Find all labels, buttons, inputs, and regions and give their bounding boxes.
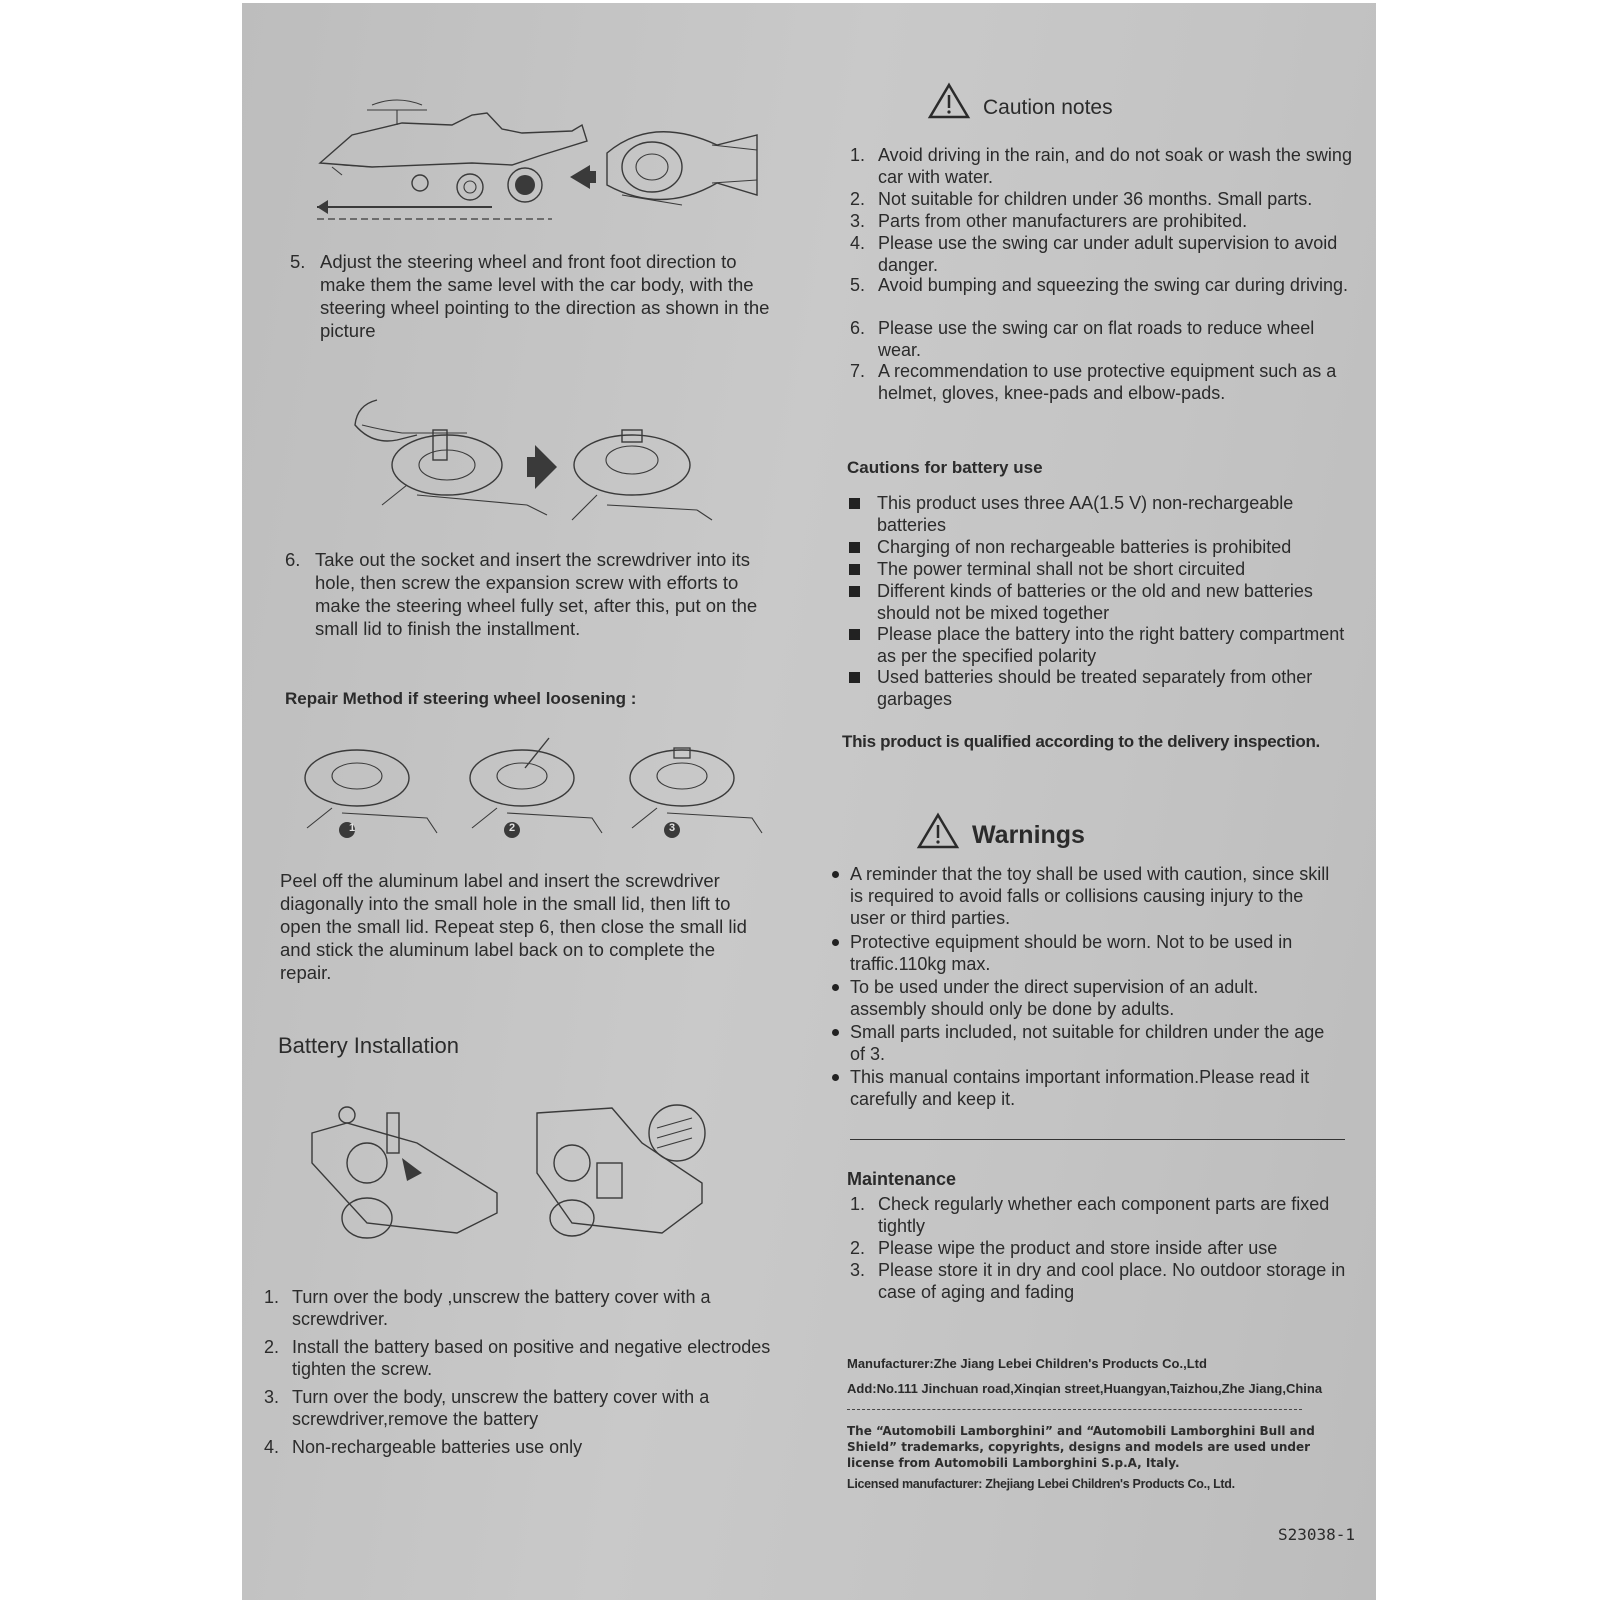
step-5 xyxy=(290,250,780,345)
repair-step-3-label: 3 xyxy=(668,822,676,834)
repair-wheel-2-illustration xyxy=(467,738,617,838)
qualified-statement: This product is qualified according to the delivery inspection. xyxy=(842,732,1320,751)
step-6-number: 6. xyxy=(285,549,301,570)
dashed-divider xyxy=(847,1409,1302,1410)
manufacturer: Manufacturer:Zhe Jiang Lebei Children's Products Co.,Ltd xyxy=(847,1356,1207,1371)
caution-notes-title: Caution notes xyxy=(983,96,1113,119)
warnings-title: Warnings xyxy=(972,821,1085,849)
repair-instructions: Peel off the aluminum label and insert the screwdriver diagonally into the small hole in the small lid, then lift to open the small lid. Repeat step 6, then close the small lid and stick the aluminum label back on to complete the repair. xyxy=(280,870,747,983)
divider xyxy=(850,1139,1345,1140)
battery-install-steps: 1. Turn over the body ,unscrew the battery cover with a screwdriver. 2. Install the battery based on positive and negative electrodes tighten the screw. 3. Turn over the body, unscrew the battery cover with a screwdriver,remove the battery 4. Non-rechargeable batteries use only xyxy=(264,1287,771,1457)
step-5-text: Adjust the steering wheel and front foot direction to make them the same level with the car body, with the steering wheel pointing to the direction as shown in the picture xyxy=(320,251,770,341)
maintenance-title: Maintenance xyxy=(847,1169,957,1189)
step-6-text: Take out the socket and insert the screwdriver into its hole, then screw the expansion screw with efforts to make the steering wheel fully set, after this, put on the small lid to finish the installment. xyxy=(315,549,758,639)
document-code: S23038-1 xyxy=(1278,1525,1356,1544)
caution-notes-list: 1. Avoid driving in the rain, and do not soak or wash the swing car with water. 2. Not suitable for children under 36 months. Small parts. 3. Parts from other manufacturers are prohibited. 4. Please use the swing car under adult supervision to avoid danger. 5. Avoid bumping and squeezing the swing car during driving. 6. Please use the swing car on flat roads to reduce wheel wear. 7. A recommendation to use protective equipment such as a helmet, gloves, knee-pads and elbow-pads. xyxy=(850,145,1352,403)
battery-cautions-list: This product uses three AA(1.5 V) non-rechargeable batteries Charging of non rechargeable batteries is prohibited The power terminal shall not be short circuited Different kinds of batteries or the old and new batteries should not be mixed together Please place the battery into the right battery compartment as per the specified polarity Used batteries should be treated separately from other garbages xyxy=(849,492,1359,712)
maintenance-list: 1. Check regularly whether each component parts are fixed tightly 2. Please wipe the product and store inside after use 3. Please store it in dry and cool place. No outdoor storage in case of aging and fading xyxy=(850,1194,1346,1302)
trademark-notice: The “Automobili Lamborghini” and “Automobili Lamborghini Bull and Shield” trademarks, copyrights, designs and models are used under license from Automobili Lamborghini S.p.A, Italy. xyxy=(847,1424,1315,1470)
warnings-list: A reminder that the toy shall be used with caution, since skill is required to avoid falls or collisions causing injury to the user or third parties. Protective equipment should be worn. Not to be used in traffic.110kg max. To be used under the direct supervision of an adult. assembly should only be done by adults. Small parts included, not suitable for children under the age of 3. This manual contains important information.Please read it carefully and keep it. xyxy=(830,863,1350,1123)
repair-step-1-label: 1 xyxy=(348,822,356,834)
address: Add:No.111 Jinchuan road,Xinqian street,Huangyan,Taizhou,Zhe Jiang,China xyxy=(847,1381,1323,1396)
repair-wheel-1-illustration xyxy=(302,738,452,838)
step-6 xyxy=(285,548,775,643)
repair-step-2-label: 2 xyxy=(508,822,516,834)
steering-wheel-install-illustration xyxy=(347,395,717,535)
step-5-number: 5. xyxy=(290,251,306,272)
battery-cautions-title: Cautions for battery use xyxy=(847,458,1043,477)
caution-warning-icon xyxy=(928,83,970,119)
battery-insert-illustration xyxy=(532,1103,712,1263)
car-side-illustration xyxy=(312,95,762,230)
battery-installation-heading: Battery Installation xyxy=(278,1033,459,1058)
licensed-manufacturer: Licensed manufacturer: Zhejiang Lebei Children's Products Co., Ltd. xyxy=(847,1477,1235,1491)
battery-cover-illustration xyxy=(307,1103,507,1263)
warnings-icon xyxy=(917,813,959,849)
manual-page xyxy=(242,3,1376,1600)
repair-heading: Repair Method if steering wheel loosening : xyxy=(285,689,637,708)
repair-wheel-3-illustration xyxy=(627,738,777,838)
